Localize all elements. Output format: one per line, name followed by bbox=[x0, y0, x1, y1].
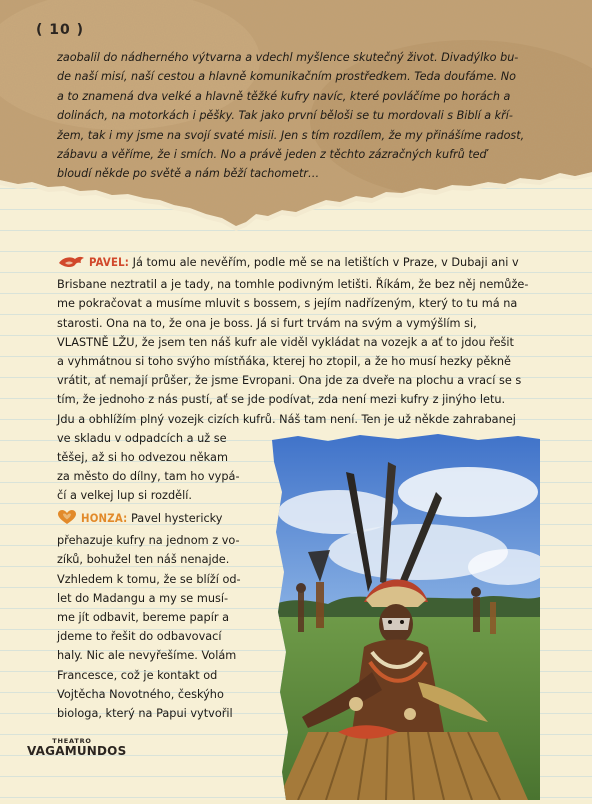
honza-line: biologa, který na Papui vytvořil bbox=[57, 707, 233, 721]
honza-line: Vzhledem k tomu, že se blíží od- bbox=[57, 572, 241, 586]
speaker-honza: HONZA: bbox=[81, 512, 128, 525]
pavel-line: Jdu a obhlížím plný vozejk cizích kufrů. Náš tam není. Ten je už někde zahrabanej bbox=[57, 412, 516, 426]
pavel-line: ve skladu v odpadcích a už se bbox=[57, 431, 227, 445]
honza-text: Pavel hystericky bbox=[127, 512, 223, 525]
pavel-first-line bbox=[57, 253, 528, 275]
honza-line: let do Madangu a my se musí- bbox=[57, 591, 229, 605]
honza-line: přehazuje kufry na jednom z vo- bbox=[57, 534, 240, 548]
pavel-line: VLASTNĚ LŽU, že jsem ten náš kufr ale viděl vykládat na vozejk a ať to jdou řešit bbox=[57, 335, 514, 349]
intro-line: dolinách, na motorkách i pěšky. Tak jako první běloši se tu mordovali s Biblí a kří- bbox=[57, 109, 513, 123]
heart-icon bbox=[57, 509, 77, 531]
theatro-vagamundos-logo bbox=[27, 737, 127, 758]
pavel-line: těšej, až si ho odvezou někam bbox=[57, 451, 228, 465]
pavel-text: Já tomu ale nevěřím, podle mě se na letištích v Praze, v Dubaji ani v bbox=[129, 256, 519, 269]
pavel-line: vrátit, ať nemají průšer, že jsme Evropani. Ona jde za dveře na plochu a vrací se s bbox=[57, 374, 522, 388]
speaker-pavel: PAVEL: bbox=[89, 256, 130, 269]
page-number: ( 10 ) bbox=[36, 22, 85, 38]
honza-line: haly. Nic ale nevyřešíme. Volám bbox=[57, 649, 237, 663]
intro-line: zábavu a věříme, že i smích. No a právě jeden z těchto zázračných kufrů teď bbox=[57, 148, 487, 162]
honza-line: Francesce, což je kontakt od bbox=[57, 668, 218, 682]
honza-line: jdeme to řešit do odbavovací bbox=[57, 630, 222, 644]
intro-line: de naší misí, naší cestou a hlavně komunikačním prostředkem. Teda doufáme. No bbox=[57, 70, 516, 84]
pavel-line: za město do dílny, tam ho vypá- bbox=[57, 470, 240, 484]
intro-line: zaobalil do nádherného výtvarna a vdechl myšlence skutečný život. Divadýlko bu- bbox=[57, 51, 519, 64]
logo-line-2: VAGAMUNDOS bbox=[27, 744, 127, 758]
pavel-line: starosti. Ona na to, že ona je boss. Já si furt trvám na svým a vymýšlím si, bbox=[57, 316, 477, 330]
honza-line: zíků, bohužel ten náš nenajde. bbox=[57, 553, 230, 567]
honza-line: me jít odbavit, bereme papír a bbox=[57, 611, 230, 625]
dancer-photo bbox=[268, 432, 540, 800]
pavel-line: Brisbane neztratil a je tady, na tomhle podivným letišti. Říkám, že bez něj nemůže- bbox=[57, 278, 529, 292]
intro-line: a to znamená dva velké a hlavně těžké kufry navíc, které povláčíme po horách a bbox=[57, 89, 511, 103]
pavel-line: a vyhmátnou si toho svýho místňáka, kterej ho ztopil, a že ho musí hezky pěkně bbox=[57, 355, 511, 369]
honza-line: Vojtěcha Novotného, českýho bbox=[57, 687, 224, 701]
pavel-line: tím, že jednoho z nás pustí, ať se jde podívat, zda není mezi kufry z jinýho letu. bbox=[57, 393, 506, 407]
pavel-line: čí a velkej lup si rozdělí. bbox=[57, 489, 192, 503]
intro-line: žem, tak i my jsme na svojí svaté misii. Jen s tím rozdílem, že my přinášíme radost, bbox=[57, 128, 525, 142]
logo-line-1: THEATRO bbox=[52, 737, 92, 745]
flame-icon bbox=[57, 255, 85, 275]
intro-paragraph bbox=[57, 48, 562, 184]
honza-paragraph bbox=[57, 509, 241, 723]
pavel-line: me pokračovat a musíme mluvit s bossem, s jejím nadřízeným, který to tu má na bbox=[57, 297, 518, 311]
honza-first-line bbox=[57, 509, 241, 531]
intro-line: bloudí někde po světě a nám běží tachometr… bbox=[57, 167, 320, 181]
